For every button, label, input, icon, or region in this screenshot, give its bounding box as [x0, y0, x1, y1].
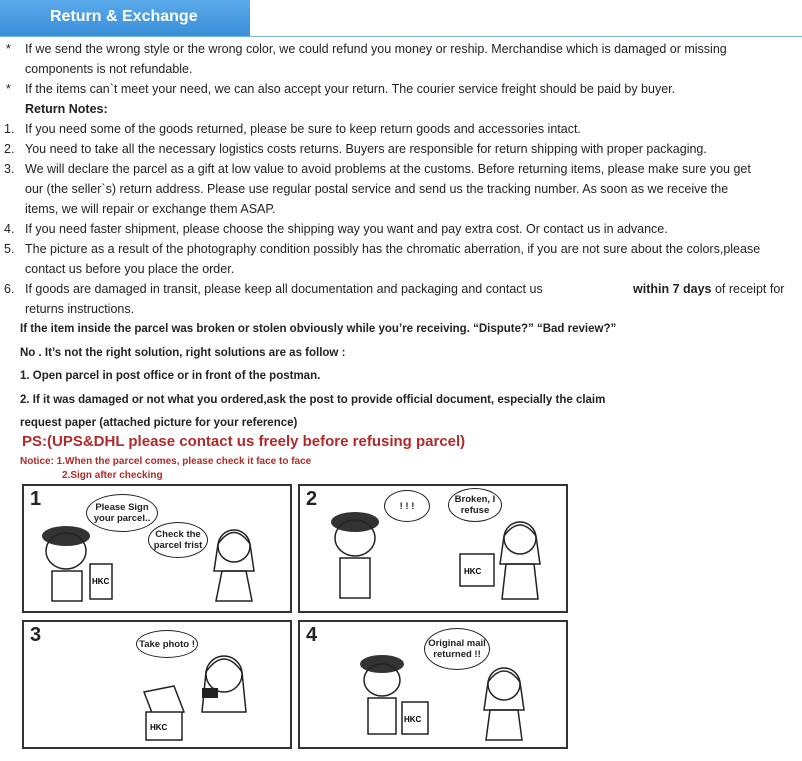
- dispute-line-2: No . It’s not the right solution, right solutions are as follow :: [20, 347, 346, 359]
- section-title: Return & Exchange: [50, 8, 198, 25]
- speech-bubble: Check the parcel frist: [148, 522, 208, 558]
- note-number: 5.: [4, 242, 15, 256]
- bullet-1-line-2: components is not refundable.: [25, 62, 193, 76]
- note-2-line-1: You need to take all the necessary logistics costs returns. Buyers are responsible for return shipping with proper packaging.: [25, 142, 707, 156]
- comic-panel-1: [22, 484, 292, 613]
- comic-panel-3: [22, 620, 292, 749]
- notes-title: Return Notes:: [25, 102, 108, 116]
- bullet-2-line-1: If the items can`t meet your need, we can also accept your return. The courier service freight should be paid by buyer.: [25, 82, 676, 96]
- note-number: 4.: [4, 222, 15, 236]
- note-5-line-2: contact us before you place the order.: [25, 262, 235, 276]
- comic-panel-4: [298, 620, 568, 749]
- bullet-1-line-1: If we send the wrong style or the wrong color, we could refund you money or reship. Merchandise which is damaged or missing: [25, 42, 727, 56]
- note-number: 1.: [4, 122, 15, 136]
- notice-line-2: 2.Sign after checking: [62, 470, 163, 481]
- panel-number: 2: [306, 488, 318, 510]
- speech-bubble: Take photo !: [136, 630, 198, 658]
- bullet-mark: *: [6, 82, 11, 96]
- ps-note: PS:(UPS&DHL please contact us freely before refusing parcel): [22, 433, 466, 450]
- note-4-line-1: If you need faster shipment, please choose the shipping way you want and pay extra cost. Or contact us in advance.: [25, 222, 668, 236]
- note-6-tail: [633, 279, 784, 299]
- speech-bubble: ! ! !: [384, 490, 430, 522]
- bullet-mark: *: [6, 42, 11, 56]
- note-6-line-2: returns instructions.: [25, 302, 135, 316]
- photo-illustration: [34, 652, 274, 742]
- header-divider: [0, 36, 802, 37]
- svg-text:HKC: HKC: [464, 567, 482, 576]
- note-number: 2.: [4, 142, 15, 156]
- speech-bubble: Broken, I refuse: [448, 488, 502, 522]
- note-6-tail-text: of receipt for: [711, 282, 785, 296]
- note-3-line-1: We will declare the parcel as a gift at low value to avoid problems at the customs. Before returning items, please make sure you get: [25, 162, 751, 176]
- note-5-line-1: The picture as a result of the photography condition possibly has the chromatic aberration, if you are not sure about the colors,please: [25, 242, 761, 256]
- panel-number: 3: [30, 624, 42, 646]
- dispute-line-3: 1. Open parcel in post office or in front of the postman.: [20, 370, 321, 382]
- note-3-line-2: our (the seller`s) return address. Please use regular postal service and send us the tracking number. As soon as we receive the: [25, 182, 729, 196]
- note-1-line-1: If you need some of the goods returned, please be sure to keep return goods and accessories intact.: [25, 122, 581, 136]
- speech-bubble: Original mail returned !!: [424, 628, 490, 670]
- svg-text:HKC: HKC: [404, 715, 422, 724]
- return-illustration: [310, 650, 550, 742]
- note-6-bold: within 7 days: [633, 282, 712, 296]
- comic-panel-2: [298, 484, 568, 613]
- courier-girl-illustration: [34, 516, 274, 611]
- svg-text:HKC: HKC: [92, 577, 110, 586]
- courier-girl-illustration: [310, 504, 550, 609]
- note-number: 3.: [4, 162, 15, 176]
- note-number: 6.: [4, 282, 15, 296]
- notice-line-1: Notice: 1.When the parcel comes, please check it face to face: [20, 456, 312, 467]
- note-3-line-3: items, we will repair or exchange them ASAP.: [25, 202, 276, 216]
- panel-number: 4: [306, 624, 318, 646]
- speech-bubble: Please Sign your parcel..: [86, 494, 158, 532]
- svg-text:HKC: HKC: [150, 723, 168, 732]
- section-header: [0, 0, 250, 36]
- panel-number: 1: [30, 488, 42, 510]
- note-6-line-1: If goods are damaged in transit, please keep all documentation and packaging and contact us: [25, 282, 543, 296]
- dispute-line-5: request paper (attached picture for your reference): [20, 417, 298, 429]
- dispute-line-1: If the item inside the parcel was broken or stolen obviously while you’re receiving. “Dispute?” “Bad review?”: [20, 323, 617, 335]
- dispute-line-4: 2. If it was damaged or not what you ordered,ask the post to provide official document, especially the claim: [20, 394, 606, 406]
